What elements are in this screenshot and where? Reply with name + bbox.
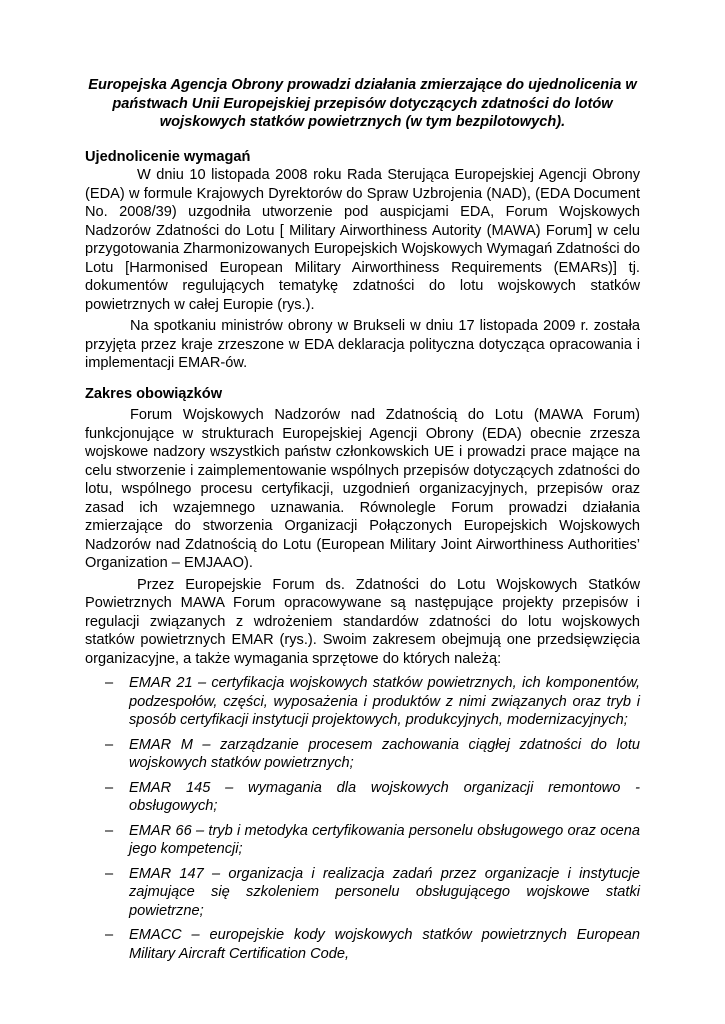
list-item-text: EMAR 21 – certyfikacja wojskowych statków powietrznych, ich komponentów, podzespołów, części, wyposażenia i produktów z nimi związanych oraz tryb i sposób certyfikacji instytucji projektowych, produkcyjnych, modernizacyjnych; — [129, 675, 640, 728]
list-item — [85, 865, 640, 921]
list-bullet: – — [105, 865, 114, 882]
list-item-text: EMAR 147 – organizacja i realizacja zadań przez organizacje i instytucje zajmujące się szkoleniem personelu obsługującego wojskowe statki powietrzne; — [129, 865, 640, 919]
list-item-text: EMACC – europejskie kody wojskowych statków powietrznych European Military Aircraft Certification Code, — [129, 927, 640, 962]
document-page — [85, 76, 640, 969]
list-item-text: EMAR 145 – wymagania dla wojskowych organizacji remontowo - obsługowych; — [129, 779, 640, 814]
paragraph: Przez Europejskie Forum ds. Zdatności do Lotu Wojskowych Statków Powietrznych MAWA Forum opracowywane są następujące projekty przepisów i regulacji związanych z wdrożeniem standardów zdatności do lotu wojskowych statków powietrznych EMAR (rys.). Swoim zakresem obejmują one przedsięwzięcia organizacyjne, a także wymagania sprzętowe do których należą: — [85, 576, 640, 667]
document-title: Europejska Agencja Obrony prowadzi działania zmierzające do ujednolicenia w państwach Unii Europejskiej przepisów dotyczących zdatności do lotów wojskowych statków powietrznych (w tym bezpilotowych). — [88, 77, 637, 130]
list-bullet: – — [105, 927, 114, 943]
emar-list — [85, 674, 640, 963]
list-item — [85, 674, 640, 730]
list-item — [85, 926, 640, 963]
list-item-text: EMAR M – zarządzanie procesem zachowania ciągłej zdatności do lotu wojskowych statków powietrznych; — [129, 736, 640, 771]
section-heading-harmonization: Ujednolicenie wymagań — [85, 148, 251, 165]
list-bullet: – — [105, 822, 114, 839]
paragraph: W dniu 10 listopada 2008 roku Rada Sterująca Europejskiej Agencji Obrony (EDA) w formule Krajowych Dyrektorów do Spraw Uzbrojenia (NAD), (EDA Document No. 2008/39) uzgodniła utworzenie pod auspicjami EDA, Forum Wojskowych Nadzorów Zdatności do Lotu [ Military Airworthiness Autority (MAWA) Forum] w celu przygotowania Zharmonizowanych Europejskich Wojskowych Wymagań Zdatności do Lotu [Harmonised European Military Airworthiness Requirements (EMARs)] tj. dokumentów regulujących tematykę zdatności do lotu wojskowych statków powietrznych w całej Europie (rys.). — [85, 167, 640, 313]
list-bullet: – — [105, 779, 114, 796]
list-item — [85, 822, 640, 859]
list-item-text: EMAR 66 – tryb i metodyka certyfikowania personelu obsługowego oraz ocena jego kompetencji; — [129, 822, 640, 857]
paragraph: Na spotkaniu ministrów obrony w Brukseli w dniu 17 listopada 2009 r. została przyjęta przez kraje zrzeszone w EDA deklaracja polityczna dotycząca opracowania i implementacji EMAR-ów. — [85, 318, 640, 371]
list-item — [85, 736, 640, 773]
list-item — [85, 779, 640, 816]
list-bullet: – — [105, 675, 114, 691]
paragraph: Forum Wojskowych Nadzorów nad Zdatnością do Lotu (MAWA Forum) funkcjonujące w strukturach Europejskiej Agencji Obrony (EDA) obecnie zrzesza wojskowe nadzory wszystkich państw członkowskich UE i prowadzi prace mające na celu stworzenie i zaimplementowanie wspólnych przepisów dotyczących zdatności do lotu, wspólnego procesu certyfikacji, uzgodnień organizacyjnych, przepisów oraz zasad ich wzajemnego uznawania. Równolegle Forum prowadzi działania zmierzające do stworzenia Organizacji Połączonych Europejskich Wojskowych Nadzorów nad Zdatnością do Lotu (European Military Joint Airworthiness Authorities’ Organization – EMJAAO). — [85, 407, 640, 571]
section-heading-scope: Zakres obowiązków — [85, 385, 223, 402]
list-bullet: – — [105, 736, 114, 753]
